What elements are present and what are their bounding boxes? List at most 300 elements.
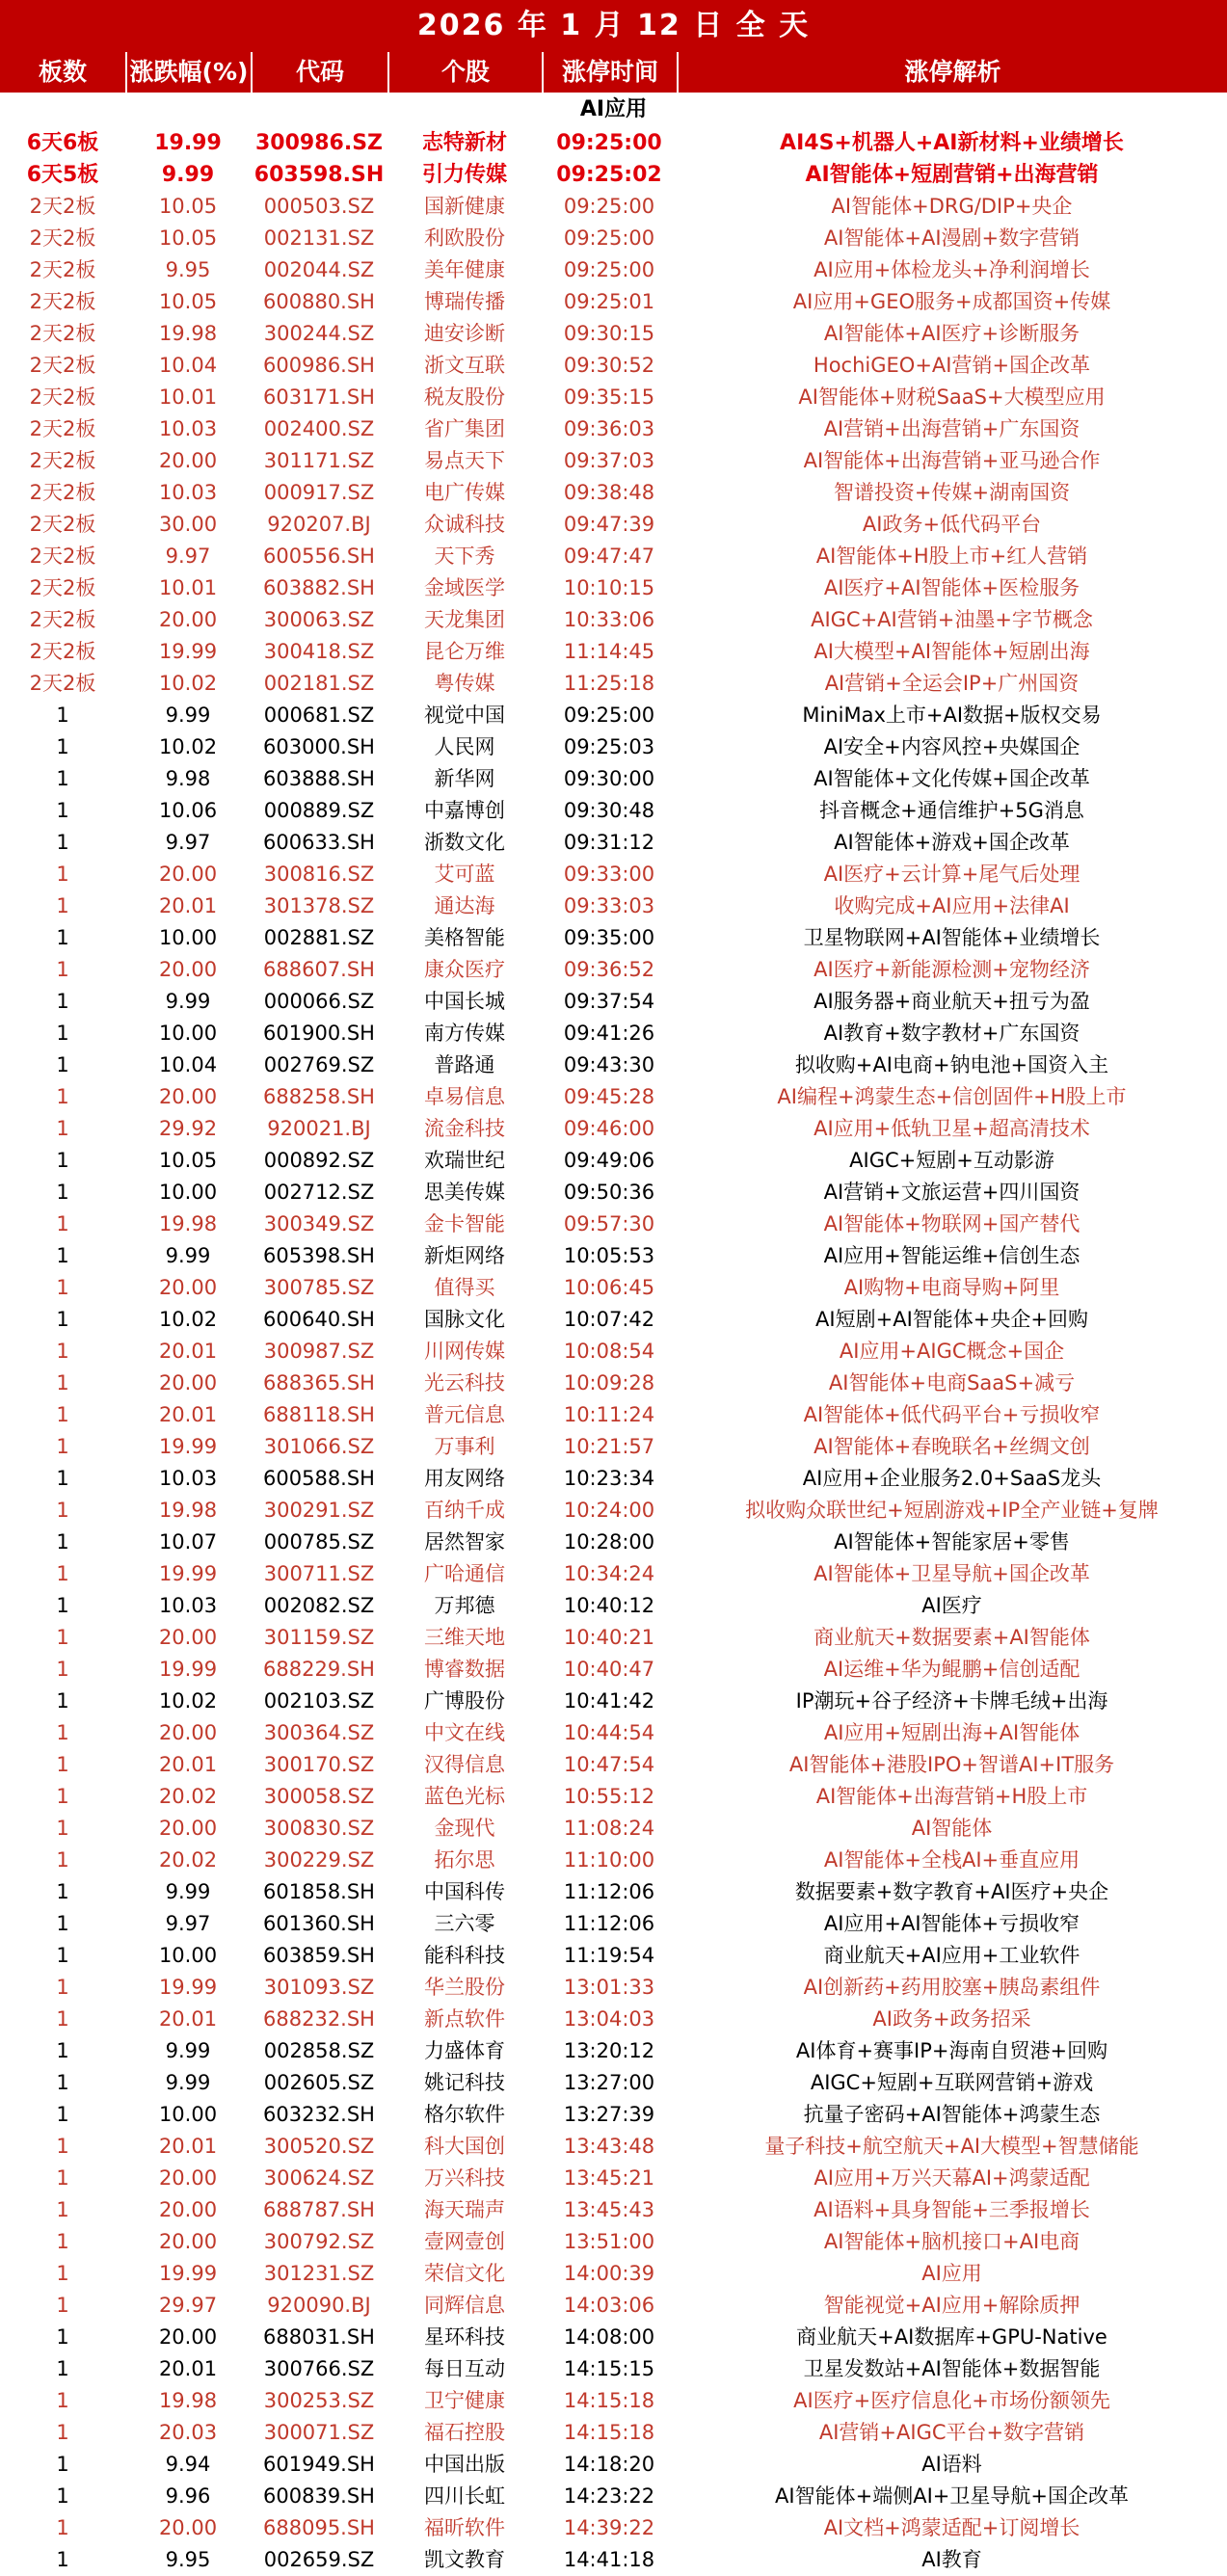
cell-limit-time: 10:11:24 <box>563 1403 655 1426</box>
table-row <box>0 477 1227 509</box>
table-row <box>0 1590 1227 1622</box>
cell-analysis: AI文档+鸿蒙适配+订阅增长 <box>823 2516 1080 2539</box>
cell-stock-name: 迪安诊断 <box>424 322 505 345</box>
table-row <box>0 1558 1227 1590</box>
cell-change-pct: 9.95 <box>165 2548 211 2571</box>
cell-code: 300058.SZ <box>263 1785 375 1808</box>
cell-change-pct: 9.99 <box>165 990 211 1013</box>
cell-code: 300364.SZ <box>263 1721 375 1744</box>
cell-analysis: AIGC+AI营销+油墨+字节概念 <box>811 608 1093 631</box>
cell-limit-time: 11:08:24 <box>563 1817 655 1840</box>
cell-board-count: 1 <box>56 1880 69 1903</box>
cell-limit-time: 10:06:45 <box>563 1276 655 1299</box>
cell-stock-name: 广博股份 <box>424 1689 505 1713</box>
cell-board-count: 1 <box>56 2230 69 2253</box>
cell-analysis: HochiGEO+AI营销+国企改革 <box>813 354 1091 377</box>
cell-code: 601858.SH <box>263 1880 375 1903</box>
cell-analysis: IP潮玩+谷子经济+卡牌毛绒+出海 <box>795 1689 1108 1713</box>
cell-change-pct: 19.98 <box>158 2389 218 2412</box>
cell-stock-name: 美格智能 <box>424 926 505 949</box>
cell-change-pct: 9.99 <box>165 704 211 727</box>
cell-change-pct: 9.96 <box>165 2484 211 2508</box>
table-row <box>0 700 1227 731</box>
cell-code: 300071.SZ <box>263 2421 375 2444</box>
cell-stock-name: 粤传媒 <box>434 672 495 695</box>
cell-code: 688258.SH <box>263 1085 375 1108</box>
cell-board-count: 1 <box>56 2357 69 2380</box>
cell-stock-name: 视觉中国 <box>424 704 505 727</box>
table-row <box>0 254 1227 286</box>
cell-change-pct: 10.02 <box>158 735 218 758</box>
table-body <box>0 127 1227 2576</box>
cell-limit-time: 09:33:03 <box>563 894 655 917</box>
cell-code: 000785.SZ <box>263 1530 375 1554</box>
cell-code: 920090.BJ <box>267 2294 371 2317</box>
cell-board-count: 1 <box>56 1594 69 1617</box>
cell-stock-name: 凯文教育 <box>424 2548 505 2571</box>
cell-change-pct: 10.03 <box>158 1467 218 1490</box>
cell-change-pct: 9.99 <box>161 163 215 187</box>
cell-analysis: AIGC+短剧+互动影游 <box>849 1149 1054 1172</box>
cell-code: 300792.SZ <box>263 2230 375 2253</box>
cell-limit-time: 09:49:06 <box>563 1149 655 1172</box>
table-row <box>0 859 1227 890</box>
cell-stock-name: 易点天下 <box>424 449 505 472</box>
table-row <box>0 2163 1227 2194</box>
cell-code: 002769.SZ <box>263 1053 375 1076</box>
cell-stock-name: 三六零 <box>434 1912 495 1935</box>
table-row <box>0 763 1227 795</box>
cell-code: 002103.SZ <box>263 1689 375 1713</box>
cell-change-pct: 10.01 <box>158 385 218 409</box>
header-stock: 个股 <box>387 52 542 93</box>
cell-analysis: AI应用+短剧出海+AI智能体 <box>823 1721 1080 1744</box>
cell-board-count: 1 <box>56 990 69 1013</box>
cell-analysis: AI智能体+低代码平台+亏损收窄 <box>803 1403 1101 1426</box>
cell-stock-name: 普路通 <box>434 1053 495 1076</box>
cell-change-pct: 20.00 <box>158 2230 218 2253</box>
cell-limit-time: 09:30:48 <box>563 799 655 822</box>
table-row <box>0 1527 1227 1558</box>
table-row <box>0 509 1227 541</box>
cell-stock-name: 艾可蓝 <box>434 863 495 886</box>
cell-analysis: AI医疗+新能源检测+宠物经济 <box>814 958 1090 981</box>
cell-board-count: 6天6板 <box>26 131 99 155</box>
table-row <box>0 1908 1227 1940</box>
cell-change-pct: 20.00 <box>158 2516 218 2539</box>
cell-board-count: 1 <box>56 704 69 727</box>
cell-stock-name: 博睿数据 <box>424 1658 505 1681</box>
cell-change-pct: 19.99 <box>154 131 222 155</box>
cell-board-count: 1 <box>56 1181 69 1204</box>
cell-change-pct: 19.98 <box>158 1499 218 1522</box>
cell-change-pct: 10.02 <box>158 1689 218 1713</box>
cell-board-count: 1 <box>56 2166 69 2190</box>
cell-code: 301066.SZ <box>263 1435 375 1458</box>
cell-board-count: 1 <box>56 2389 69 2412</box>
cell-limit-time: 09:47:47 <box>563 544 655 568</box>
cell-limit-time: 09:37:54 <box>563 990 655 1013</box>
cell-code: 600839.SH <box>263 2484 375 2508</box>
cell-board-count: 1 <box>56 2071 69 2094</box>
cell-board-count: 2天2板 <box>29 258 96 281</box>
table-row <box>0 1399 1227 1431</box>
cell-limit-time: 14:15:18 <box>563 2421 655 2444</box>
cell-code: 300291.SZ <box>263 1499 375 1522</box>
cell-change-pct: 19.98 <box>158 1212 218 1235</box>
cell-change-pct: 20.01 <box>158 894 218 917</box>
cell-stock-name: 四川长虹 <box>424 2484 505 2508</box>
cell-code: 000503.SZ <box>263 195 375 218</box>
cell-change-pct: 10.03 <box>158 1594 218 1617</box>
cell-limit-time: 13:45:43 <box>563 2198 655 2221</box>
cell-limit-time: 10:34:24 <box>563 1562 655 1585</box>
cell-analysis: AI智能体+卫星导航+国企改革 <box>814 1562 1090 1585</box>
header-limit-time: 涨停时间 <box>542 52 677 93</box>
cell-board-count: 2天2板 <box>29 226 96 250</box>
table-row <box>0 572 1227 604</box>
cell-stock-name: 每日互动 <box>424 2357 505 2380</box>
cell-code: 002181.SZ <box>263 672 375 695</box>
cell-limit-time: 14:03:06 <box>563 2294 655 2317</box>
cell-change-pct: 19.99 <box>158 640 218 663</box>
cell-stock-name: 同辉信息 <box>424 2294 505 2317</box>
cell-code: 601900.SH <box>263 1022 375 1045</box>
table-row <box>0 2353 1227 2385</box>
table-row <box>0 382 1227 413</box>
cell-code: 600880.SH <box>263 290 375 313</box>
cell-board-count: 1 <box>56 2198 69 2221</box>
cell-code: 688118.SH <box>263 1403 375 1426</box>
cell-limit-time: 10:40:12 <box>563 1594 655 1617</box>
table-row <box>0 1845 1227 1876</box>
cell-limit-time: 11:12:06 <box>563 1880 655 1903</box>
cell-board-count: 2天2板 <box>29 449 96 472</box>
cell-stock-name: 万邦德 <box>434 1594 495 1617</box>
cell-code: 300253.SZ <box>263 2389 375 2412</box>
cell-stock-name: 新华网 <box>434 767 495 790</box>
cell-board-count: 1 <box>56 1944 69 1967</box>
cell-code: 603859.SH <box>263 1944 375 1967</box>
cell-change-pct: 20.02 <box>158 1785 218 1808</box>
cell-board-count: 2天2板 <box>29 354 96 377</box>
table-row <box>0 1431 1227 1463</box>
table-row <box>0 2226 1227 2258</box>
cell-stock-name: 广哈通信 <box>424 1562 505 1585</box>
cell-analysis: AI体育+赛事IP+海南自贸港+回购 <box>795 2039 1108 2062</box>
cell-limit-time: 10:10:15 <box>563 576 655 599</box>
cell-board-count: 1 <box>56 767 69 790</box>
cell-analysis: 数据要素+数字教育+AI医疗+央企 <box>794 1880 1109 1903</box>
cell-limit-time: 13:43:48 <box>563 2135 655 2158</box>
cell-analysis: AI编程+鸿蒙生态+信创固件+H股上市 <box>777 1085 1127 1108</box>
cell-stock-name: 川网传媒 <box>424 1340 505 1363</box>
cell-code: 603000.SH <box>263 735 375 758</box>
table-row <box>0 1876 1227 1908</box>
cell-stock-name: 普元信息 <box>424 1403 505 1426</box>
cell-limit-time: 13:27:39 <box>563 2103 655 2126</box>
cell-limit-time: 09:37:03 <box>563 449 655 472</box>
cell-code: 688232.SH <box>263 2007 375 2031</box>
cell-analysis: 卫星物联网+AI智能体+业绩增长 <box>803 926 1101 949</box>
cell-code: 300170.SZ <box>263 1753 375 1776</box>
cell-stock-name: 卫宁健康 <box>424 2389 505 2412</box>
cell-analysis: AI应用+万兴天幕AI+鸿蒙适配 <box>814 2166 1090 2190</box>
cell-change-pct: 20.01 <box>158 2135 218 2158</box>
cell-board-count: 2天2板 <box>29 195 96 218</box>
cell-analysis: AI短剧+AI智能体+央企+回购 <box>815 1308 1088 1331</box>
cell-change-pct: 9.97 <box>165 831 211 854</box>
cell-change-pct: 10.00 <box>158 2103 218 2126</box>
table-row <box>0 1304 1227 1336</box>
header-analysis: 涨停解析 <box>677 52 1227 93</box>
cell-change-pct: 10.00 <box>158 1181 218 1204</box>
cell-stock-name: 星环科技 <box>424 2325 505 2349</box>
cell-limit-time: 09:25:00 <box>563 258 655 281</box>
cell-change-pct: 20.00 <box>158 1721 218 1744</box>
cell-code: 000892.SZ <box>263 1149 375 1172</box>
cell-analysis: AI应用+低轨卫星+超高清技术 <box>814 1117 1090 1140</box>
cell-limit-time: 09:57:30 <box>563 1212 655 1235</box>
cell-board-count: 2天2板 <box>29 672 96 695</box>
cell-change-pct: 9.94 <box>165 2453 211 2476</box>
cell-analysis: AI应用+AI智能体+亏损收窄 <box>823 1912 1080 1935</box>
cell-board-count: 1 <box>56 1721 69 1744</box>
cell-change-pct: 10.02 <box>158 672 218 695</box>
table-row <box>0 127 1227 159</box>
cell-stock-name: 金卡智能 <box>424 1212 505 1235</box>
cell-code: 920021.BJ <box>267 1117 371 1140</box>
cell-board-count: 2天2板 <box>29 385 96 409</box>
cell-stock-name: 博瑞传播 <box>424 290 505 313</box>
cell-stock-name: 南方传媒 <box>424 1022 505 1045</box>
table-row <box>0 2067 1227 2099</box>
cell-code: 300785.SZ <box>263 1276 375 1299</box>
cell-analysis: AI政务+低代码平台 <box>862 513 1042 536</box>
cell-board-count: 1 <box>56 1817 69 1840</box>
cell-board-count: 1 <box>56 1117 69 1140</box>
table-row <box>0 604 1227 636</box>
cell-code: 688607.SH <box>263 958 375 981</box>
cell-limit-time: 11:19:54 <box>563 1944 655 1967</box>
cell-limit-time: 10:40:47 <box>563 1658 655 1681</box>
cell-board-count: 1 <box>56 1308 69 1331</box>
cell-code: 002881.SZ <box>263 926 375 949</box>
cell-code: 603598.SH <box>253 163 385 187</box>
cell-board-count: 2天2板 <box>29 544 96 568</box>
cell-stock-name: 省广集团 <box>424 417 505 440</box>
cell-change-pct: 10.04 <box>158 1053 218 1076</box>
table-row <box>0 1049 1227 1081</box>
cell-board-count: 1 <box>56 1753 69 1776</box>
cell-limit-time: 10:09:28 <box>563 1371 655 1394</box>
cell-board-count: 1 <box>56 2484 69 2508</box>
cell-analysis: AI智能体+智能家居+零售 <box>834 1530 1070 1554</box>
table-row <box>0 1495 1227 1527</box>
cell-limit-time: 11:10:00 <box>563 1848 655 1872</box>
cell-stock-name: 人民网 <box>434 735 495 758</box>
cell-code: 002400.SZ <box>263 417 375 440</box>
cell-analysis: AI应用+企业服务2.0+SaaS龙头 <box>802 1467 1102 1490</box>
table-row <box>0 795 1227 827</box>
cell-board-count: 1 <box>56 926 69 949</box>
cell-limit-time: 09:30:15 <box>563 322 655 345</box>
cell-board-count: 2天2板 <box>29 608 96 631</box>
cell-stock-name: 万兴科技 <box>424 2166 505 2190</box>
cell-limit-time: 09:25:00 <box>556 131 662 155</box>
cell-code: 688229.SH <box>263 1658 375 1681</box>
cell-analysis: AI智能体+端侧AI+卫星导航+国企改革 <box>775 2484 1129 2508</box>
cell-board-count: 1 <box>56 1149 69 1172</box>
table-row <box>0 1336 1227 1368</box>
cell-board-count: 1 <box>56 1435 69 1458</box>
table-row <box>0 668 1227 700</box>
cell-limit-time: 14:15:15 <box>563 2357 655 2380</box>
cell-analysis: 拟收购+AI电商+钠电池+国资入主 <box>794 1053 1109 1076</box>
cell-stock-name: 百纳千成 <box>424 1499 505 1522</box>
cell-board-count: 1 <box>56 1912 69 1935</box>
table-row <box>0 1177 1227 1208</box>
table-row <box>0 445 1227 477</box>
table-row <box>0 2544 1227 2576</box>
cell-analysis: 抖音概念+通信维护+5G消息 <box>819 799 1084 822</box>
cell-change-pct: 19.99 <box>158 1435 218 1458</box>
cell-limit-time: 11:25:18 <box>563 672 655 695</box>
cell-analysis: AI医疗+医疗信息化+市场份额领先 <box>793 2389 1110 2412</box>
cell-limit-time: 10:28:00 <box>563 1530 655 1554</box>
cell-stock-name: 汉得信息 <box>424 1753 505 1776</box>
cell-change-pct: 9.97 <box>165 544 211 568</box>
cell-code: 600640.SH <box>263 1308 375 1331</box>
cell-analysis: AI营销+AIGC平台+数字营销 <box>818 2421 1085 2444</box>
cell-board-count: 1 <box>56 1499 69 1522</box>
table-row <box>0 1081 1227 1113</box>
table-row <box>0 2258 1227 2290</box>
cell-analysis: AI应用+AIGC概念+国企 <box>839 1340 1065 1363</box>
cell-change-pct: 20.00 <box>158 1371 218 1394</box>
cell-code: 300816.SZ <box>263 863 375 886</box>
table-row <box>0 2449 1227 2481</box>
cell-stock-name: 利欧股份 <box>424 226 505 250</box>
cell-stock-name: 华兰股份 <box>424 1976 505 1999</box>
cell-limit-time: 10:23:34 <box>563 1467 655 1490</box>
cell-code: 603232.SH <box>263 2103 375 2126</box>
cell-analysis: AI政务+政务招采 <box>872 2007 1031 2031</box>
cell-change-pct: 10.03 <box>158 417 218 440</box>
cell-stock-name: 天下秀 <box>434 544 495 568</box>
cell-change-pct: 19.99 <box>158 2262 218 2285</box>
cell-analysis: AI智能体+脑机接口+AI电商 <box>823 2230 1080 2253</box>
cell-board-count: 1 <box>56 735 69 758</box>
cell-change-pct: 20.02 <box>158 1848 218 1872</box>
cell-limit-time: 14:39:22 <box>563 2516 655 2539</box>
cell-code: 301093.SZ <box>263 1976 375 1999</box>
cell-board-count: 2天2板 <box>29 290 96 313</box>
cell-stock-name: 姚记科技 <box>424 2071 505 2094</box>
cell-analysis: AI智能体+AI漫剧+数字营销 <box>823 226 1080 250</box>
cell-limit-time: 13:04:03 <box>563 2007 655 2031</box>
cell-analysis: AI教育+数字教材+广东国资 <box>823 1022 1080 1045</box>
cell-change-pct: 20.01 <box>158 1753 218 1776</box>
cell-code: 603888.SH <box>263 767 375 790</box>
cell-board-count: 1 <box>56 2039 69 2062</box>
cell-board-count: 1 <box>56 958 69 981</box>
cell-stock-name: 光云科技 <box>424 1371 505 1394</box>
cell-analysis: AI营销+出海营销+广东国资 <box>823 417 1080 440</box>
cell-change-pct: 9.98 <box>165 767 211 790</box>
cell-analysis: AI教育 <box>921 2548 982 2571</box>
table-row <box>0 318 1227 350</box>
header-change-pct: 涨跌幅(%) <box>125 52 251 93</box>
cell-code: 300229.SZ <box>263 1848 375 1872</box>
table-row <box>0 636 1227 668</box>
cell-analysis: AI智能体+春晚联名+丝绸文创 <box>814 1435 1090 1458</box>
table-row <box>0 1717 1227 1749</box>
cell-analysis: 收购完成+AI应用+法律AI <box>834 894 1070 917</box>
cell-code: 300349.SZ <box>263 1212 375 1235</box>
cell-change-pct: 29.92 <box>158 1117 218 1140</box>
cell-change-pct: 20.00 <box>158 2166 218 2190</box>
table-row <box>0 1368 1227 1399</box>
table-row <box>0 1686 1227 1717</box>
cell-change-pct: 19.99 <box>158 1658 218 1681</box>
cell-change-pct: 10.00 <box>158 1022 218 1045</box>
cell-change-pct: 10.06 <box>158 799 218 822</box>
cell-change-pct: 20.01 <box>158 1403 218 1426</box>
cell-limit-time: 09:33:00 <box>563 863 655 886</box>
table-row <box>0 1272 1227 1304</box>
cell-code: 301171.SZ <box>263 449 375 472</box>
cell-stock-name: 万事利 <box>434 1435 495 1458</box>
cell-limit-time: 13:20:12 <box>563 2039 655 2062</box>
cell-stock-name: 浙文互联 <box>424 354 505 377</box>
cell-board-count: 1 <box>56 1467 69 1490</box>
cell-change-pct: 20.00 <box>158 608 218 631</box>
cell-limit-time: 09:35:15 <box>563 385 655 409</box>
header-board-count: 板数 <box>38 58 87 86</box>
cell-analysis: AI创新药+药用胶塞+胰岛素组件 <box>803 1976 1101 1999</box>
cell-board-count: 1 <box>56 1403 69 1426</box>
table-row <box>0 191 1227 223</box>
cell-board-count: 1 <box>56 1848 69 1872</box>
cell-change-pct: 20.00 <box>158 2325 218 2349</box>
cell-limit-time: 09:36:03 <box>563 417 655 440</box>
cell-change-pct: 20.00 <box>158 449 218 472</box>
cell-board-count: 1 <box>56 1658 69 1681</box>
cell-stock-name: 新点软件 <box>424 2007 505 2031</box>
cell-analysis: AI医疗+云计算+尾气后处理 <box>823 863 1080 886</box>
cell-stock-name: 昆仑万维 <box>424 640 505 663</box>
table-row <box>0 2099 1227 2131</box>
cell-analysis: AI大模型+AI智能体+短剧出海 <box>814 640 1090 663</box>
table-row <box>0 223 1227 254</box>
cell-stock-name: 欢瑞世纪 <box>424 1149 505 1172</box>
cell-limit-time: 09:30:00 <box>563 767 655 790</box>
cell-stock-name: 值得买 <box>434 1276 495 1299</box>
cell-limit-time: 13:27:00 <box>563 2071 655 2094</box>
cell-stock-name: 浙数文化 <box>424 831 505 854</box>
cell-board-count: 2天2板 <box>29 322 96 345</box>
cell-change-pct: 9.99 <box>165 2071 211 2094</box>
cell-analysis: AI应用+智能运维+信创生态 <box>823 1244 1080 1267</box>
cell-change-pct: 10.04 <box>158 354 218 377</box>
table-row <box>0 1622 1227 1654</box>
cell-analysis: 商业航天+数据要素+AI智能体 <box>814 1626 1090 1649</box>
cell-analysis: AI智能体+短剧营销+出海营销 <box>805 163 1099 187</box>
cell-stock-name: 中国科传 <box>424 1880 505 1903</box>
cell-limit-time: 11:14:45 <box>563 640 655 663</box>
table-row <box>0 541 1227 572</box>
